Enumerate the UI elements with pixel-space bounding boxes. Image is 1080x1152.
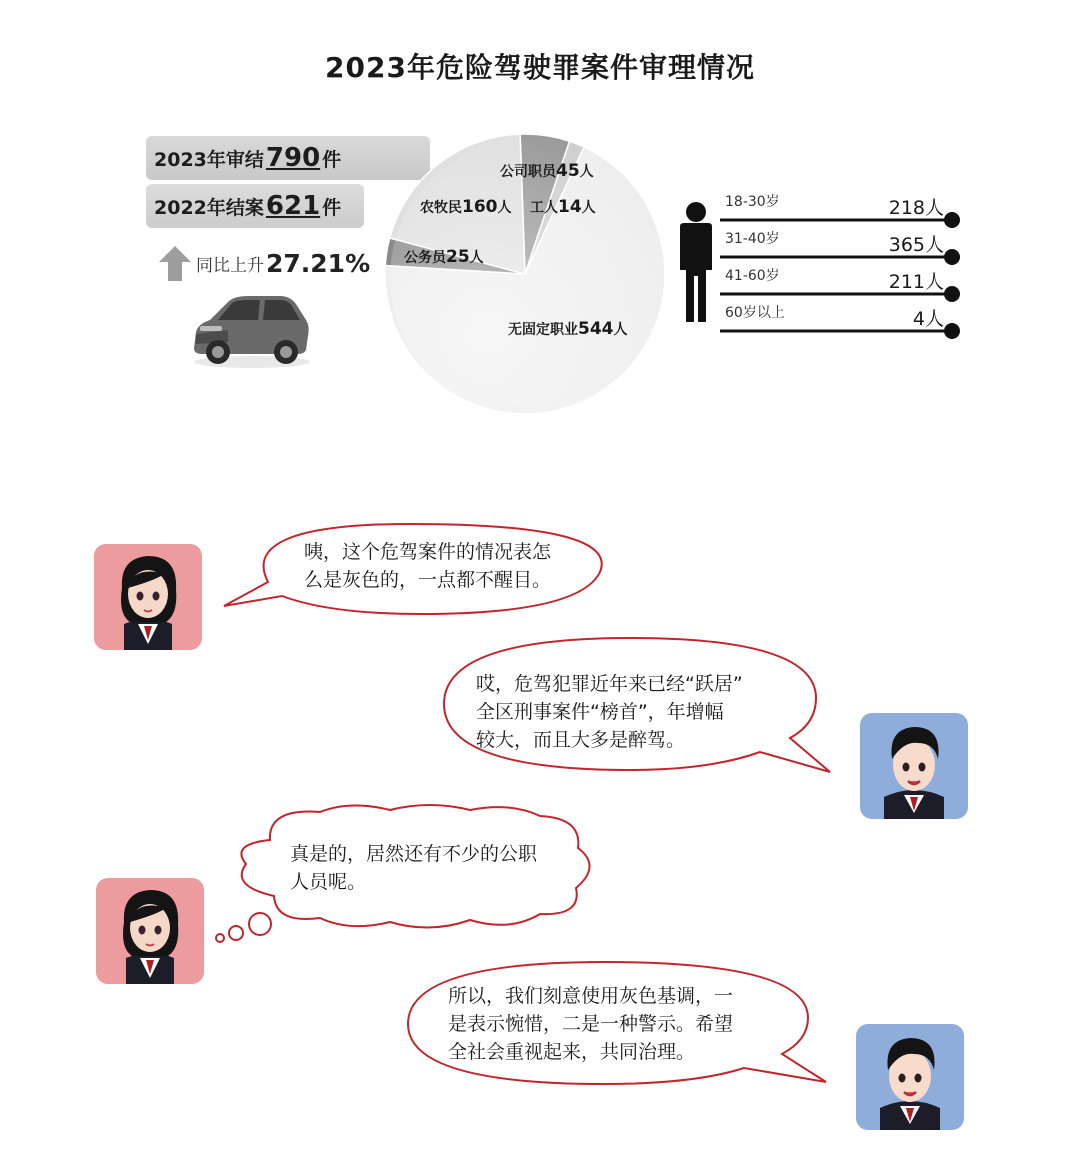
male-judge-avatar-1 bbox=[860, 713, 968, 819]
female-judge-icon bbox=[96, 878, 204, 984]
dialogue-text-2 bbox=[476, 670, 743, 754]
age-value-label-2: 365人 bbox=[888, 234, 944, 256]
age-row-dot-3 bbox=[944, 286, 960, 302]
dialogue-2-line-1: 哎，危驾犯罪近年来已经“跃居” bbox=[476, 673, 743, 695]
pie-label-1: 公司职员45人 bbox=[500, 161, 594, 181]
age-distribution-chart bbox=[712, 180, 972, 350]
dialogue-1-line-1: 咦，这个危驾案件的情况表怎 bbox=[304, 541, 552, 563]
female-judge-icon bbox=[94, 544, 202, 650]
age-row-dot-1 bbox=[944, 212, 960, 228]
dialogue-2-line-2: 全区刑事案件“榜首”，年增幅 bbox=[476, 701, 724, 723]
female-judge-avatar-2 bbox=[96, 878, 204, 984]
stat-2023-value: 790 bbox=[265, 143, 321, 173]
age-range-label-2: 31-40岁 bbox=[725, 231, 780, 247]
pie-label-3: 无固定职业544人 bbox=[508, 319, 628, 339]
up-arrow-icon bbox=[158, 244, 192, 282]
age-range-label-4: 60岁以上 bbox=[725, 305, 785, 321]
growth-value: 27.21% bbox=[266, 248, 371, 278]
age-range-label-3: 41-60岁 bbox=[725, 268, 780, 284]
growth-indicator bbox=[158, 244, 370, 282]
dialogue-4-line-1: 所以，我们刻意使用灰色基调，一 bbox=[448, 985, 734, 1007]
age-value-label-3: 211人 bbox=[888, 271, 944, 293]
dialogue-text-4 bbox=[448, 982, 733, 1066]
occupation-pie-chart bbox=[380, 128, 680, 428]
dialogue-text-1 bbox=[304, 538, 551, 594]
stat-2023-prefix: 2023年审结 bbox=[154, 148, 264, 171]
chart-title: 2023年危险驾驶罪案件审理情况 bbox=[325, 51, 755, 84]
dialogue-2-line-3: 较大，而且大多是醉驾。 bbox=[476, 729, 686, 751]
female-judge-avatar bbox=[94, 544, 202, 650]
dialogue-3-line-1: 真是的，居然还有不少的公职 bbox=[290, 843, 538, 865]
stat-2023-suffix: 件 bbox=[322, 148, 342, 171]
dialogue-3-line-2: 人员呢。 bbox=[290, 871, 367, 893]
stat-2022-value: 621 bbox=[265, 191, 321, 221]
dialogue-4-line-3: 全社会重视起来，共同治理。 bbox=[448, 1041, 696, 1063]
age-range-label-1: 18-30岁 bbox=[725, 194, 780, 210]
dialogue-4-line-2: 是表示惋惜，二是一种警示。希望 bbox=[448, 1013, 734, 1035]
stat-2022-suffix: 件 bbox=[322, 196, 342, 219]
age-row-dot-4 bbox=[944, 323, 960, 339]
pie-label-4: 公务员25人 bbox=[404, 247, 484, 267]
pie-label-5: 农牧民160人 bbox=[420, 197, 512, 217]
male-judge-avatar-2 bbox=[856, 1024, 964, 1130]
person-icon bbox=[676, 200, 716, 324]
growth-label: 同比上升 bbox=[196, 255, 264, 276]
dialogue-1-line-2: 么是灰色的，一点都不醒目。 bbox=[304, 569, 552, 591]
stat-2022-box bbox=[146, 184, 364, 228]
age-value-label-1: 218人 bbox=[888, 197, 944, 219]
age-row-dot-2 bbox=[944, 249, 960, 265]
male-judge-icon bbox=[860, 713, 968, 819]
pie-label-2: 工人14人 bbox=[530, 197, 596, 217]
male-judge-icon bbox=[856, 1024, 964, 1130]
age-value-label-4: 4人 bbox=[912, 308, 944, 330]
car-icon bbox=[188, 290, 314, 370]
dialogue-text-3 bbox=[290, 840, 537, 896]
stat-2022-prefix: 2022年结案 bbox=[154, 196, 264, 219]
